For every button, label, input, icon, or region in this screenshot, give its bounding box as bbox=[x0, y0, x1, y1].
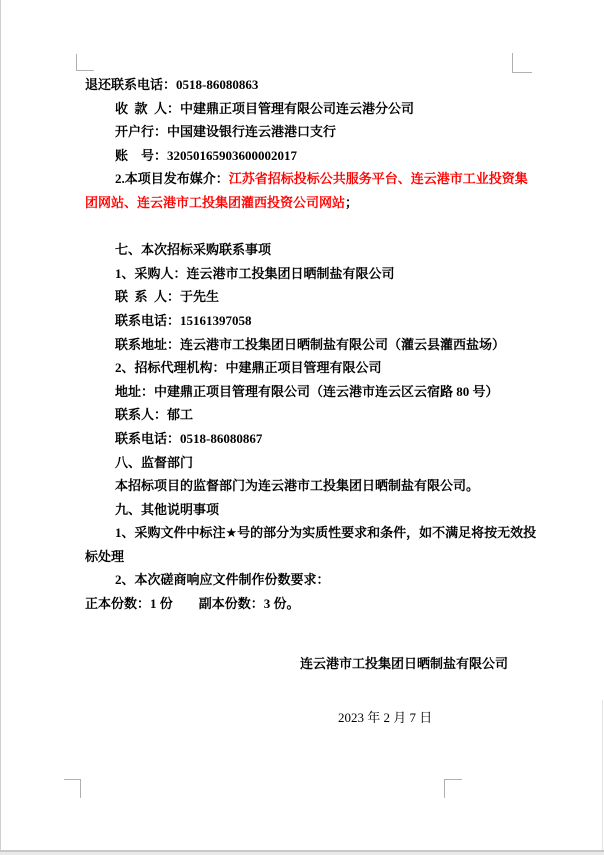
signature-company: 连云港市工投集团日晒制盐有限公司 bbox=[299, 655, 508, 671]
media-red-text-1: 江苏省招标投标公共服务平台、连云港市工业投资集 bbox=[228, 171, 528, 187]
section7-heading: 七、本次招标采购联系事项 bbox=[115, 242, 272, 258]
bank-line: 开户行：中国建设银行连云港港口支行 bbox=[115, 124, 337, 140]
payee-line: 收 款 人：中建鼎正项目管理有限公司连云港分公司 bbox=[115, 100, 415, 116]
media-line-wrap bbox=[85, 191, 521, 215]
agency-phone-line: 联系电话：0518-86080867 bbox=[115, 430, 263, 446]
agency-line: 2、招标代理机构：中建鼎正项目管理有限公司 bbox=[115, 360, 382, 376]
star-note-line: 1、采购文件中标注★号的部分为实质性要求和条件，如不满足将按无效投 bbox=[115, 525, 537, 541]
page-content bbox=[85, 73, 537, 730]
supervision-line: 本招标项目的监督部门为连云港市工投集团日晒制盐有限公司。 bbox=[115, 478, 480, 494]
media-line bbox=[85, 167, 528, 191]
crop-mark-top-right bbox=[512, 53, 532, 73]
crop-mark-top-left bbox=[76, 54, 94, 71]
media-label: 2.本项目发布媒介： bbox=[115, 171, 229, 187]
media-red-text-2: 团网站、连云港市工投集团灌西投资公司网站 bbox=[85, 194, 346, 210]
copies-requirement-line: 2、本次磋商响应文件制作份数要求： bbox=[115, 572, 330, 588]
agency-address-line: 地址：中建鼎正项目管理有限公司（连云港市连云区云宿路 80 号） bbox=[115, 383, 499, 399]
star-note-wrap-line: 标处理 bbox=[85, 548, 125, 564]
blank-line bbox=[85, 215, 521, 239]
purchaser-line: 1、采购人：连云港市工投集团日晒制盐有限公司 bbox=[115, 265, 395, 281]
document-date: 2023 年 2 月 7 日 bbox=[338, 710, 433, 726]
agency-contact-line: 联系人：郁工 bbox=[115, 407, 194, 423]
purchaser-address-line: 联系地址：连云港市工投集团日晒制盐有限公司（灌云县灌西盐场） bbox=[115, 336, 506, 352]
media-tail-punctuation: ； bbox=[345, 194, 359, 210]
blank-space bbox=[85, 616, 521, 652]
section9-heading: 九、其他说明事项 bbox=[115, 501, 220, 517]
page-edge-right bbox=[602, 700, 603, 851]
blank-space bbox=[85, 675, 521, 706]
section8-heading: 八、监督部门 bbox=[115, 454, 194, 470]
purchaser-phone-line: 联系电话：15161397058 bbox=[115, 312, 252, 328]
crop-mark-bottom-right bbox=[444, 779, 462, 798]
page-edge-left bbox=[0, 0, 1, 855]
account-number-line: 账 号：32050165903600002017 bbox=[115, 147, 298, 163]
copies-count-line: 正本份数：1 份 副本份数：3 份。 bbox=[85, 596, 300, 612]
crop-mark-bottom-left bbox=[64, 779, 81, 798]
purchaser-contact-line: 联 系 人：于先生 bbox=[115, 289, 220, 305]
refund-phone-line: 退还联系电话：0518-86080863 bbox=[85, 77, 259, 92]
